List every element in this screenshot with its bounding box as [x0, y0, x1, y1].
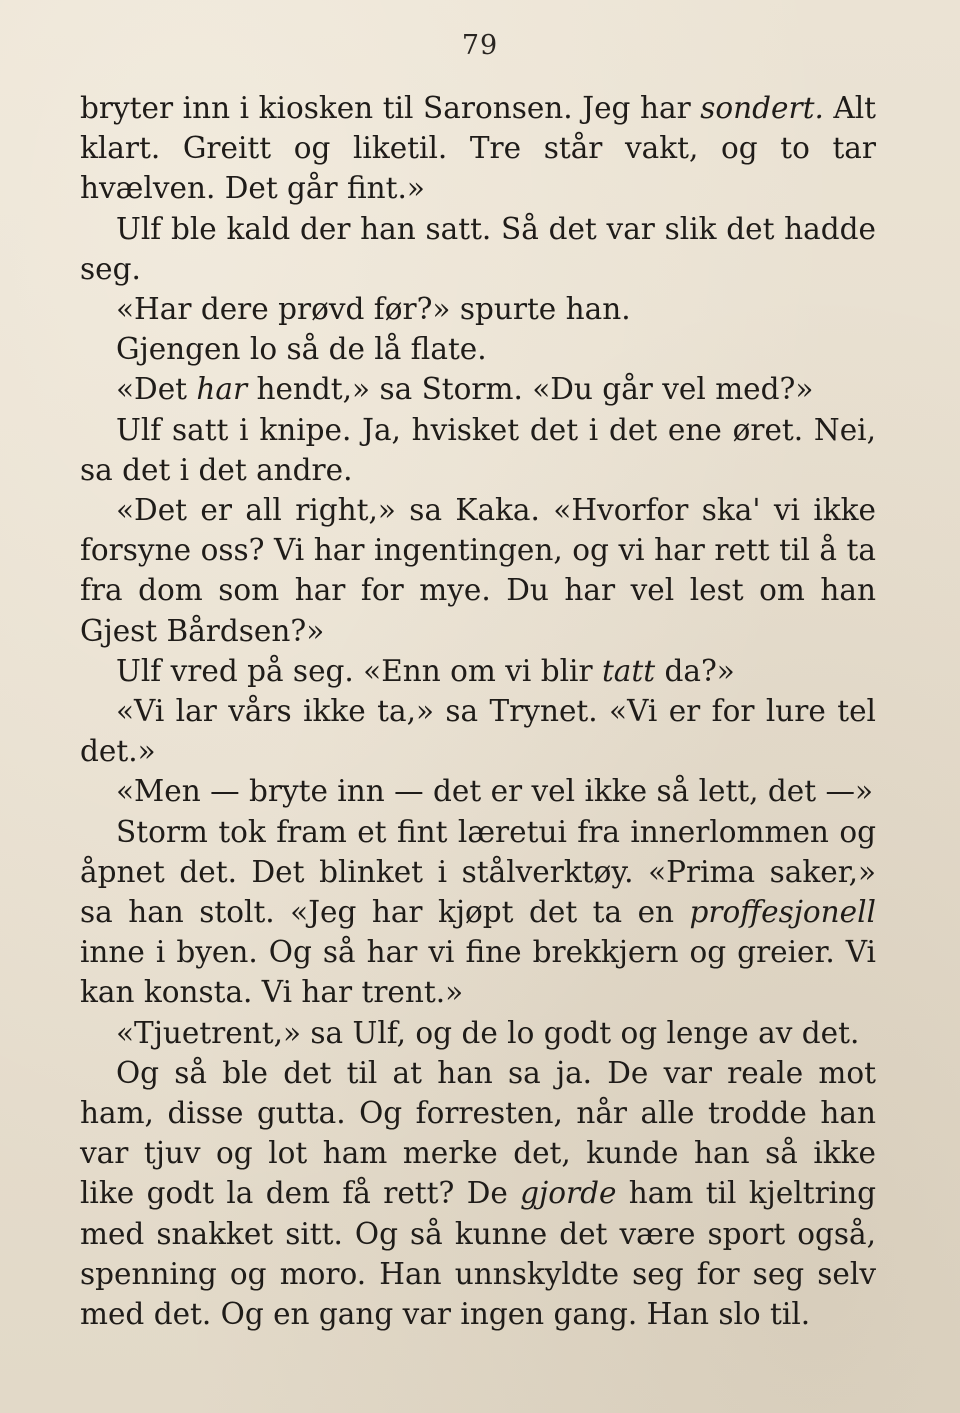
paragraph [80, 88, 876, 209]
text-run: Gjengen lo så de lå flate. [116, 332, 487, 367]
text-run: Storm tok fram et fint læretui fra innerlommen og åpnet det. Det blinket i stålverktøy. «Prima saker,» sa han stolt. «Jeg har kjøpt det ta en [80, 814, 876, 930]
text-run: «Det er all right,» sa Kaka. «Hvorfor ska' vi ikke forsyne oss? Vi har ingentingen, og vi har rett til å ta fra dom som har for mye. Du har vel lest om han Gjest Bårdsen?» [80, 493, 876, 648]
text-run: «Men — bryte inn — det er vel ikke så lett, det —» [116, 774, 874, 809]
body-text [80, 88, 876, 1334]
text-run: «Har dere prøvd før?» spurte han. [116, 292, 631, 327]
paragraph [80, 1053, 876, 1334]
paragraph [80, 329, 876, 369]
text-run: Ulf vred på seg. «Enn om vi blir [116, 653, 602, 688]
paragraph [80, 651, 876, 691]
text-run: bryter inn i kiosken til Saronsen. Jeg har [80, 91, 701, 125]
text-run: da?» [655, 653, 735, 688]
text-run: Alt klart. Greitt og liketil. Tre står vakt, og to tar hvælven. Det går fint.» [80, 91, 876, 206]
text-run: «Det [116, 372, 197, 407]
text-run: «Tjuetrent,» sa Ulf, og de lo godt og lenge av det. [116, 1015, 860, 1050]
paragraph [80, 771, 876, 811]
text-run: ham til kjeltring med snakket sitt. Og så kunne det være sport også, spenning og moro. Han unnskyldte seg for seg selv med det. Og en gang var ingen gang. Han slo til. [80, 1176, 876, 1332]
paragraph [80, 490, 876, 651]
text-run: inne i byen. Og så har vi fine brekkjern og greier. Vi kan konsta. Vi har trent.» [80, 935, 876, 1010]
text-run: Ulf ble kald der han satt. Så det var slik det hadde seg. [80, 211, 876, 286]
page-number: 79 [461, 30, 499, 61]
text-run: Og så ble det til at han sa ja. De var reale mot ham, disse gutta. Og forresten, når alle trodde han var tjuv og lot ham merke det, kunde han så ikke like godt la dem få rett? De [80, 1055, 876, 1211]
paragraph [80, 289, 876, 329]
italic-text: sondert. [700, 91, 824, 125]
paragraph [80, 410, 876, 490]
paragraph [80, 812, 876, 1013]
italic-text: har [196, 372, 248, 407]
paragraph [80, 209, 876, 289]
italic-text: proffesjonell [689, 895, 876, 930]
paragraph [80, 1013, 876, 1053]
paragraph [80, 369, 876, 409]
italic-text: gjorde [520, 1176, 617, 1211]
paragraph [80, 691, 876, 771]
text-run: Ulf satt i knipe. Ja, hvisket det i det ene øret. Nei, sa det i det andre. [80, 412, 876, 487]
text-run: «Vi lar vårs ikke ta,» sa Trynet. «Vi er for lure tel det.» [80, 694, 876, 769]
italic-text: tatt [601, 653, 656, 688]
text-run: hendt,» sa Storm. «Du går vel med?» [247, 372, 814, 407]
